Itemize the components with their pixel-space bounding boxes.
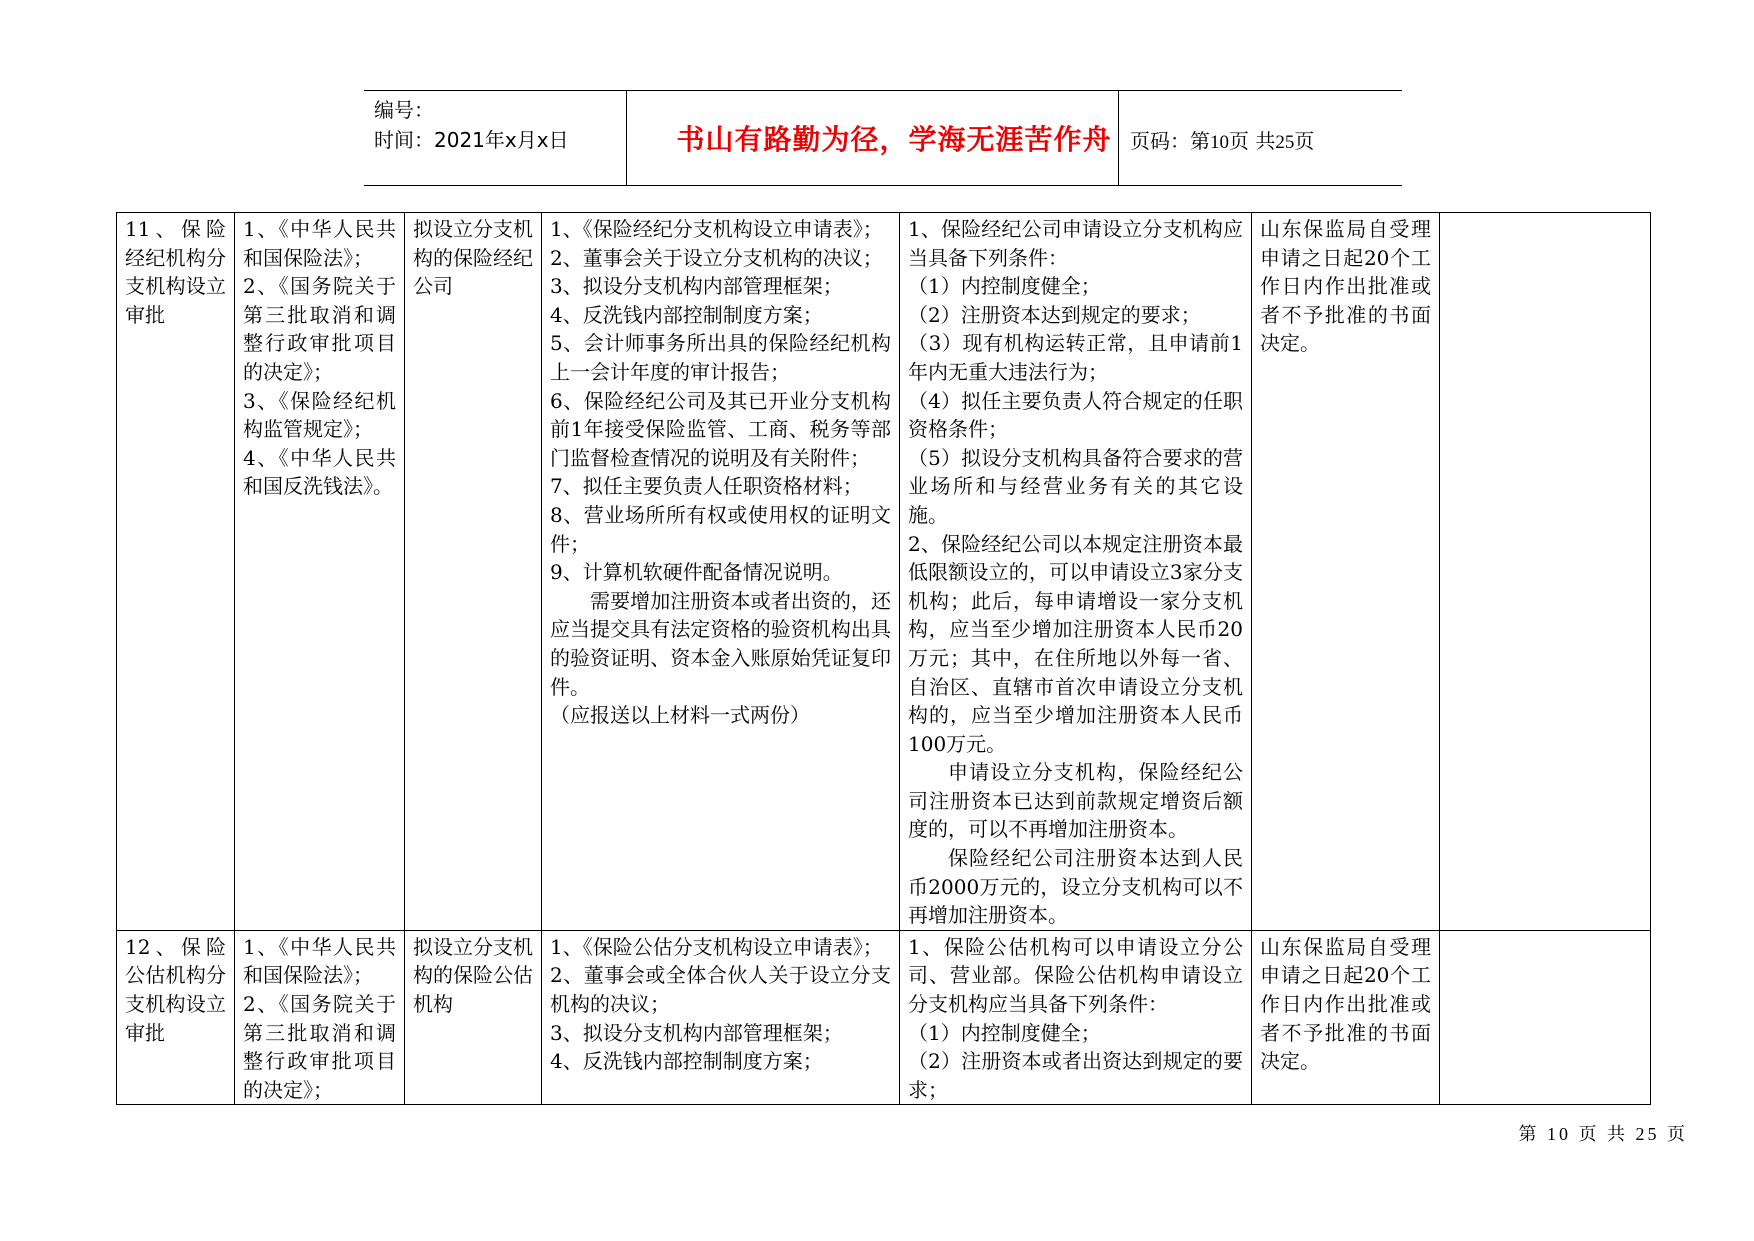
conditions-cell: 1、保险经纪公司申请设立分支机构应当具备下列条件： （1）内控制度健全； （2）注册资本达到规定的要求； （3）现有机构运转正常，且申请前1年内无重大违法行为； （4）拟任主要负责人符合规定的任职资格条件； （5）拟设分支机构具备符合要求的营业场所和与经营业务有关的其它设施。 2、保险经纪公司以本规定注册资本最低限额设立的，可以申请设立3家分支机构；此后，每申请增设一家分支机构，应当至少增加注册资本人民币20万元；其中，在住所地以外每一省、自治区、直辖市首次申请设立分支机构的，应当至少增加注册资本人民币100万元。 申请设立分支机构，保险经纪公司注册资本已达到前款规定增资后额度的，可以不再增加注册资本。 保险经纪公司注册资本达到人民币2000万元的，设立分支机构可以不再增加注册资本。 <box>900 213 1252 931</box>
applicant-cell: 拟设立分支机构的保险经纪公司 <box>405 213 542 931</box>
materials-cell: 1、《保险公估分支机构设立申请表》； 2、董事会或全体合伙人关于设立分支机构的决议； 3、拟设分支机构内部管理框架； 4、反洗钱内部控制制度方案； <box>542 930 900 1105</box>
materials-cell: 1、《保险经纪分支机构设立申请表》； 2、董事会关于设立分支机构的决议； 3、拟设分支机构内部管理框架； 4、反洗钱内部控制制度方案； 5、会计师事务所出具的保险经纪机构上一会计年度的审计报告； 6、保险经纪公司及其已开业分支机构前1年接受保险监管、工商、税务等部门监督检查情况的说明及有关附件； 7、拟任主要负责人任职资格材料； 8、营业场所所有权或使用权的证明文件； 9、计算机软硬件配备情况说明。 需要增加注册资本或者出资的，还应当提交具有法定资格的验资机构出具的验资证明、资本金入账原始凭证复印件。 （应报送以上材料一式两份） <box>542 213 900 931</box>
applicant-cell: 拟设立分支机构的保险公估机构 <box>405 930 542 1105</box>
table-row <box>117 930 1651 1105</box>
deadline-cell: 山东保监局自受理申请之日起20个工作日内作出批准或者不予批准的书面决定。 <box>1252 213 1440 931</box>
item-name-cell: 12、保险公估机构分支机构设立审批 <box>117 930 235 1105</box>
page-header <box>364 90 1402 186</box>
legal-basis-cell: 1、《中华人民共和国保险法》； 2、《国务院关于第三批取消和调整行政审批项目的决定》； 3、《保险经纪机构监管规定》； 4、《中华人民共和国反洗钱法》。 <box>235 213 405 931</box>
header-divider <box>626 91 627 185</box>
deadline-cell: 山东保监局自受理申请之日起20个工作日内作出批准或者不予批准的书面决定。 <box>1252 930 1440 1105</box>
legal-basis-cell: 1、《中华人民共和国保险法》； 2、《国务院关于第三批取消和调整行政审批项目的决定》； <box>235 930 405 1105</box>
header-meta <box>374 95 569 155</box>
time-label: 时间：2021年x月x日 <box>374 128 569 152</box>
table-row <box>117 213 1651 931</box>
approval-items-table <box>116 212 1651 1105</box>
header-motto: 书山有路勤为径，学海无涯苦作舟 <box>676 123 1112 156</box>
header-divider <box>1118 91 1119 185</box>
item-name-cell: 11、保险经纪机构分支机构设立审批 <box>117 213 235 931</box>
conditions-cell: 1、保险公估机构可以申请设立分公司、营业部。保险公估机构申请设立分支机构应当具备下列条件： （1）内控制度健全； （2）注册资本或者出资达到规定的要求； <box>900 930 1252 1105</box>
header-page-number: 页码：第10页 共25页 <box>1130 129 1315 153</box>
remark-cell <box>1440 930 1651 1105</box>
page-footer: 第 10 页 共 25 页 <box>1518 1124 1688 1144</box>
remark-cell <box>1440 213 1651 931</box>
serial-label: 编号： <box>374 98 434 122</box>
